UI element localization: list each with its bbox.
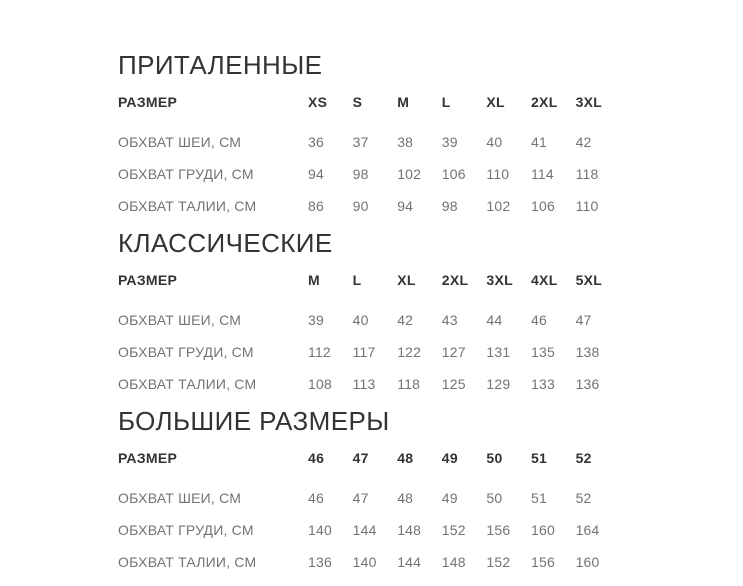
measurement-cell: 40: [352, 312, 369, 328]
measurement-label: ОБХВАТ ШЕИ, СМ: [118, 134, 242, 150]
measurement-row-chest: [118, 342, 620, 362]
size-chart: [118, 52, 620, 586]
measurement-cell: 47: [352, 490, 369, 506]
measurement-cell: 148: [397, 522, 422, 538]
measurement-cell: 44: [486, 312, 503, 328]
size-header-cell: 3XL: [486, 272, 513, 288]
measurement-label: ОБХВАТ ТАЛИИ, СМ: [118, 554, 257, 570]
measurement-cell: 113: [352, 376, 376, 392]
measurement-cell: 127: [441, 344, 466, 360]
measurement-cell: 90: [352, 198, 369, 214]
measurement-label: ОБХВАТ ГРУДИ, СМ: [118, 166, 254, 182]
size-header-cell: 50: [486, 450, 503, 466]
measurement-cell: 110: [575, 198, 599, 214]
size-row-label: РАЗМЕР: [118, 272, 178, 288]
measurement-cell: 108: [308, 376, 332, 392]
measurement-cell: 131: [486, 344, 511, 360]
measurement-cell: 50: [486, 490, 503, 506]
measurement-cell: 39: [441, 134, 458, 150]
measurement-cell: 136: [575, 376, 600, 392]
measurement-cell: 46: [308, 490, 324, 506]
measurement-cell: 106: [530, 198, 555, 214]
measurement-cell: 106: [441, 166, 466, 182]
measurement-cell: 152: [441, 522, 466, 538]
measurement-row-neck: [118, 132, 620, 152]
measurement-cell: 135: [530, 344, 555, 360]
size-header-row: [118, 270, 620, 290]
measurement-cell: 112: [308, 344, 331, 360]
section-title: БОЛЬШИЕ РАЗМЕРЫ: [118, 406, 390, 436]
measurement-cell: 122: [397, 344, 422, 360]
section-title: КЛАССИЧЕСКИЕ: [118, 228, 333, 258]
size-header-cell: XL: [397, 272, 416, 288]
measurement-row-neck: [118, 488, 620, 508]
measurement-cell: 138: [575, 344, 600, 360]
size-header-cell: XL: [486, 94, 505, 110]
size-header-cell: 4XL: [530, 272, 558, 288]
measurement-label: ОБХВАТ ГРУДИ, СМ: [118, 522, 254, 538]
size-header-cell: 49: [441, 450, 458, 466]
measurement-cell: 102: [486, 198, 511, 214]
measurement-row-chest: [118, 520, 620, 540]
measurement-cell: 98: [352, 166, 369, 182]
measurement-cell: 144: [397, 554, 422, 570]
measurement-label: ОБХВАТ ГРУДИ, СМ: [118, 344, 254, 360]
measurement-row-waist: [118, 552, 620, 572]
measurement-cell: 43: [441, 312, 458, 328]
measurement-row-waist: [118, 196, 620, 216]
size-row-label: РАЗМЕР: [118, 94, 178, 110]
measurement-cell: 52: [575, 490, 592, 506]
measurement-cell: 49: [441, 490, 458, 506]
size-header-row: [118, 448, 620, 468]
measurement-cell: 37: [352, 134, 369, 150]
size-header-cell: L: [441, 94, 451, 110]
measurement-label: ОБХВАТ ШЕИ, СМ: [118, 312, 242, 328]
measurement-cell: 129: [486, 376, 511, 392]
measurement-label: ОБХВАТ ТАЛИИ, СМ: [118, 376, 257, 392]
measurement-cell: 160: [575, 554, 600, 570]
measurement-cell: 42: [397, 312, 414, 328]
size-header-cell: M: [397, 94, 410, 110]
measurement-cell: 46: [530, 312, 547, 328]
measurement-cell: 102: [397, 166, 422, 182]
measurement-cell: 38: [397, 134, 414, 150]
measurement-cell: 41: [530, 134, 547, 150]
measurement-cell: 51: [530, 490, 547, 506]
size-header-cell: 51: [530, 450, 548, 466]
measurement-cell: 118: [575, 166, 599, 182]
measurement-cell: 39: [308, 312, 324, 328]
size-header-cell: XS: [308, 94, 328, 110]
size-header-cell: 3XL: [575, 94, 603, 110]
measurement-cell: 140: [308, 522, 332, 538]
measurement-cell: 36: [308, 134, 324, 150]
measurement-cell: 98: [441, 198, 458, 214]
size-header-cell: 47: [352, 450, 369, 466]
measurement-cell: 47: [575, 312, 592, 328]
measurement-cell: 152: [486, 554, 511, 570]
size-header-cell: 46: [308, 450, 325, 466]
measurement-cell: 48: [397, 490, 414, 506]
measurement-cell: 118: [397, 376, 421, 392]
size-header-cell: 52: [575, 450, 592, 466]
size-header-cell: 2XL: [530, 94, 558, 110]
size-header-cell: M: [308, 272, 320, 288]
size-table-large: [118, 408, 620, 572]
measurement-cell: 40: [486, 134, 503, 150]
measurement-cell: 133: [530, 376, 555, 392]
measurement-row-chest: [118, 164, 620, 184]
measurement-cell: 94: [397, 198, 414, 214]
measurement-cell: 156: [530, 554, 555, 570]
measurement-cell: 110: [486, 166, 510, 182]
size-header-row: [118, 92, 620, 112]
measurement-cell: 140: [352, 554, 377, 570]
size-row-label: РАЗМЕР: [118, 450, 178, 466]
measurement-label: ОБХВАТ ТАЛИИ, СМ: [118, 198, 257, 214]
measurement-cell: 117: [352, 344, 376, 360]
measurement-row-neck: [118, 310, 620, 330]
size-header-cell: 48: [397, 450, 414, 466]
section-title: ПРИТАЛЕННЫЕ: [118, 50, 323, 80]
measurement-cell: 164: [575, 522, 600, 538]
size-table-fitted: [118, 52, 620, 216]
measurement-cell: 144: [352, 522, 377, 538]
size-header-cell: 2XL: [441, 272, 469, 288]
size-header-cell: S: [352, 94, 363, 110]
size-table-classic: [118, 230, 620, 394]
size-header-cell: L: [352, 272, 362, 288]
measurement-cell: 136: [308, 554, 332, 570]
measurement-row-waist: [118, 374, 620, 394]
measurement-cell: 160: [530, 522, 555, 538]
measurement-cell: 125: [441, 376, 466, 392]
measurement-cell: 86: [308, 198, 324, 214]
measurement-cell: 114: [530, 166, 554, 182]
measurement-cell: 42: [575, 134, 592, 150]
size-header-cell: 5XL: [575, 272, 603, 288]
measurement-cell: 94: [308, 166, 324, 182]
measurement-cell: 148: [441, 554, 466, 570]
measurement-cell: 156: [486, 522, 511, 538]
measurement-label: ОБХВАТ ШЕИ, СМ: [118, 490, 242, 506]
